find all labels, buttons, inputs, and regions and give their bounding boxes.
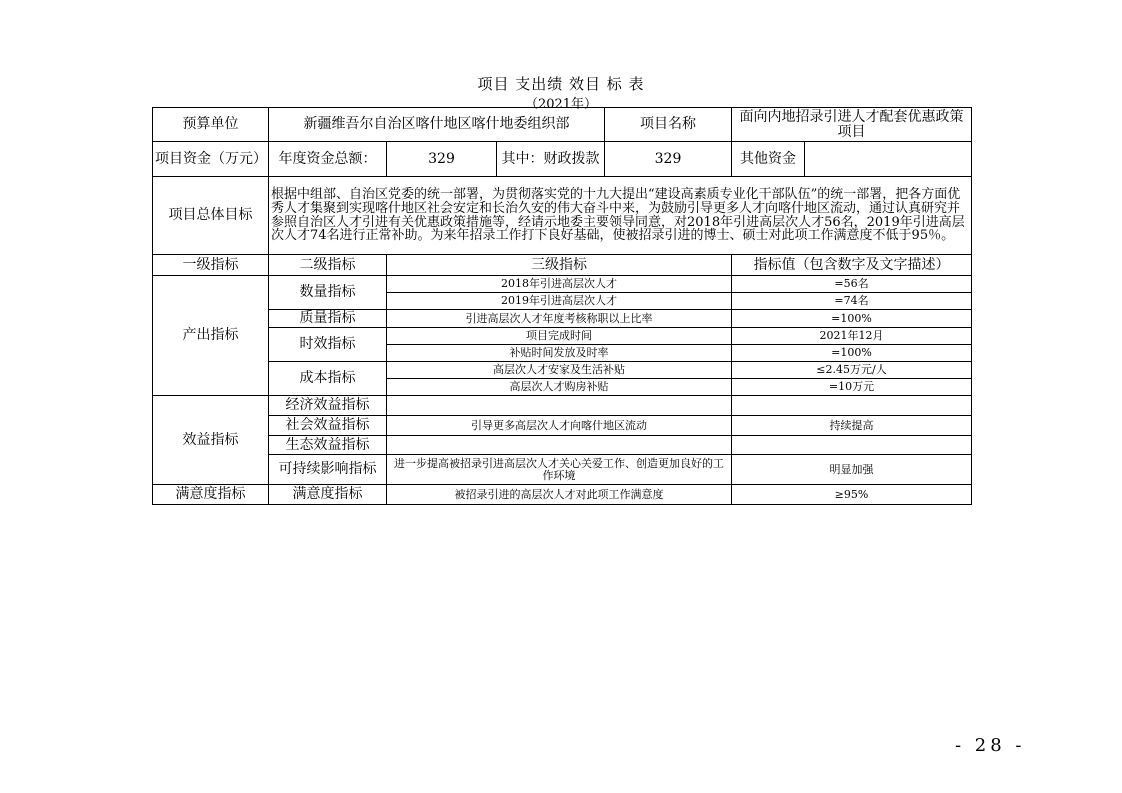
- ecological-label: 生态效益指标: [269, 436, 387, 455]
- unit-label: 预算单位: [153, 108, 269, 142]
- goal-text: 根据中组部、自治区党委的统一部署，为贯彻落实党的十九大提出“建设高素质专业化干部队伍”的统一部署，把各方面优秀人才集聚到实现喀什地区社会安定和长治久安的伟大奋斗中来，为鼓励引导更多人才向喀什地区流动，通过认真研究并参照自治区人才引进有关优惠政策措施等，经请示地委主要领导同意，对2018年引进高层次人才56名，2019年引进高层次人才74名进行正常补助。为来年招录工作打下良好基础，使被招录引进的博士、硕士对此项工作满意度不低于95％。: [269, 177, 972, 255]
- fiscal-label: 其中：财政拨款: [497, 142, 605, 177]
- table-row: [153, 416, 972, 436]
- indicator-value: [732, 396, 972, 416]
- table-row: [153, 396, 972, 416]
- indicator-name: 引导更多高层次人才向喀什地区流动: [387, 416, 732, 436]
- sustain-label: 可持续影响指标: [269, 455, 387, 485]
- project-name-label: 项目名称: [605, 108, 732, 142]
- other-funds-value: [805, 142, 972, 177]
- indicator-name: [387, 396, 732, 416]
- fiscal-value: 329: [605, 142, 732, 177]
- table-row: [153, 328, 972, 345]
- table-row: [153, 485, 972, 505]
- cost-label: 成本指标: [269, 362, 387, 396]
- indicator-value: =100%: [732, 345, 972, 362]
- indicator-name: 2019年引进高层次人才: [387, 293, 732, 310]
- unit-value: 新疆维吾尔自治区喀什地区喀什地委组织部: [269, 108, 605, 142]
- row-funds: [153, 142, 972, 177]
- timeliness-label: 时效指标: [269, 328, 387, 362]
- indicator-name: 补贴时间发放及时率: [387, 345, 732, 362]
- table-row: [153, 310, 972, 328]
- output-label: 产出指标: [153, 276, 269, 396]
- indicator-value: 2021年12月: [732, 328, 972, 345]
- table-row: [153, 436, 972, 455]
- indicator-value: 持续提高: [732, 416, 972, 436]
- quality-label: 质量指标: [269, 310, 387, 328]
- benefit-label: 效益指标: [153, 396, 269, 485]
- header-value: 指标值（包含数字及文字描述）: [732, 255, 972, 276]
- indicator-value: =56名: [732, 276, 972, 293]
- row-overall-goal: [153, 177, 972, 255]
- indicator-name: 高层次人才购房补贴: [387, 379, 732, 396]
- header-level2: 二级指标: [269, 255, 387, 276]
- indicator-value: 明显加强: [732, 455, 972, 485]
- annual-value: 329: [387, 142, 497, 177]
- table-row: [153, 455, 972, 485]
- page-title: 项目 支出绩 效目 标 表: [477, 75, 645, 93]
- economic-label: 经济效益指标: [269, 396, 387, 416]
- satisfaction-sub-label: 满意度指标: [269, 485, 387, 505]
- quantity-label: 数量指标: [269, 276, 387, 310]
- goal-label: 项目总体目标: [153, 177, 269, 255]
- row-budget-unit: [153, 108, 972, 142]
- satisfaction-label: 满意度指标: [153, 485, 269, 505]
- page-number: - 28 -: [955, 735, 1026, 756]
- indicator-name: 被招录引进的高层次人才对此项工作满意度: [387, 485, 732, 505]
- project-name-value: 面向内地招录引进人才配套优惠政策项目: [732, 108, 972, 142]
- funds-label: 项目资金（万元）: [153, 142, 269, 177]
- indicator-name: 进一步提高被招录引进高层次人才关心关爱工作、创造更加良好的工作环境: [387, 455, 732, 485]
- table-row: [153, 276, 972, 293]
- annual-label: 年度资金总额：: [269, 142, 387, 177]
- social-label: 社会效益指标: [269, 416, 387, 436]
- indicator-value: =100%: [732, 310, 972, 328]
- indicator-name: 高层次人才安家及生活补贴: [387, 362, 732, 379]
- indicator-value: ≤2.45万元/人: [732, 362, 972, 379]
- indicator-name: 项目完成时间: [387, 328, 732, 345]
- header-level3: 三级指标: [387, 255, 732, 276]
- performance-table: [152, 107, 972, 505]
- other-funds-label: 其他资金: [732, 142, 805, 177]
- header-level1: 一级指标: [153, 255, 269, 276]
- indicator-name: 引进高层次人才年度考核称职以上比率: [387, 310, 732, 328]
- row-column-headers: [153, 255, 972, 276]
- page-subtitle-year: （2021年）: [524, 97, 598, 112]
- indicator-value: =74名: [732, 293, 972, 310]
- indicator-value: ≥95%: [732, 485, 972, 505]
- table-row: [153, 362, 972, 379]
- indicator-value: [732, 436, 972, 455]
- indicator-name: 2018年引进高层次人才: [387, 276, 732, 293]
- indicator-name: [387, 436, 732, 455]
- indicator-value: =10万元: [732, 379, 972, 396]
